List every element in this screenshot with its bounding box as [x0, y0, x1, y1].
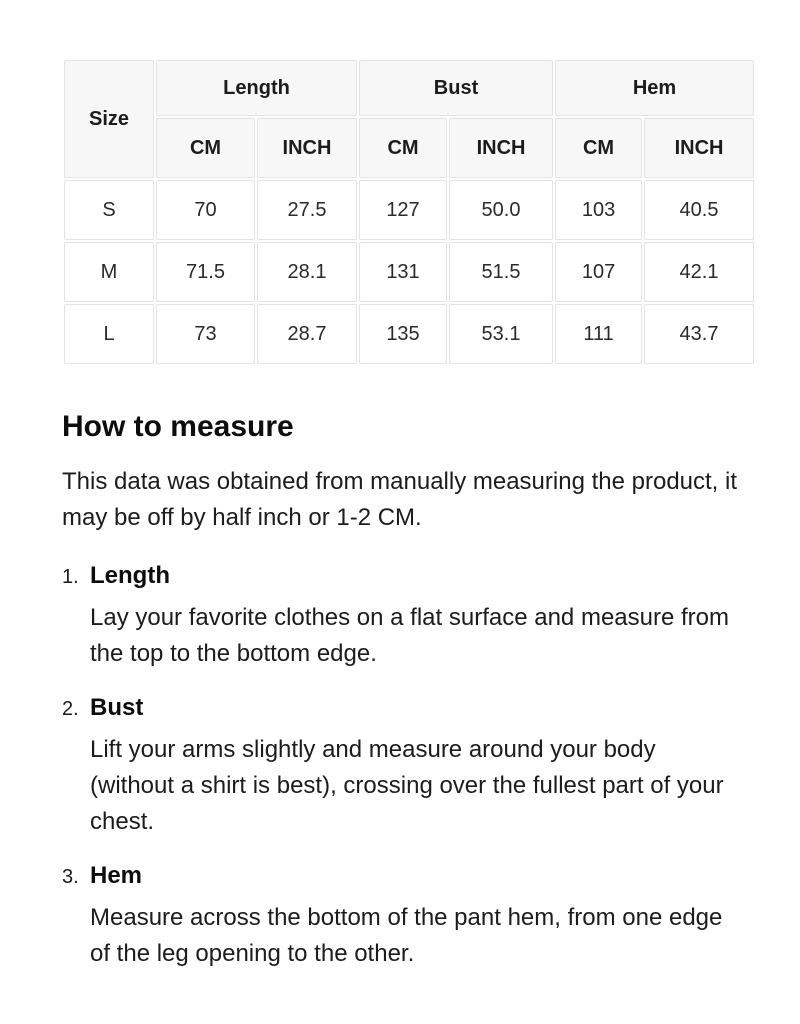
measurement-steps-list: [62, 562, 742, 972]
step-header: [62, 862, 742, 890]
section-title: How to measure: [62, 410, 294, 443]
cell-value: 42.1: [644, 242, 754, 302]
cell-value: 107: [555, 242, 642, 302]
cell-value: 135: [359, 304, 447, 364]
cell-value: 111: [555, 304, 642, 364]
step-term: Hem: [90, 862, 143, 889]
size-chart-header: [64, 60, 754, 178]
step-header: [62, 562, 742, 590]
column-group-hem: Hem: [555, 60, 754, 116]
cell-value: 40.5: [644, 180, 754, 240]
step-term: Bust: [90, 694, 144, 721]
step-description: Measure across the bottom of the pant hem, from one edge of the leg opening to the other.: [90, 904, 723, 967]
step-term: Length: [90, 562, 170, 589]
list-item-bust: [62, 694, 742, 840]
size-label: M: [64, 242, 154, 302]
table-row-size-l: [64, 304, 754, 364]
cell-value: 28.7: [257, 304, 357, 364]
step-description: Lift your arms slightly and measure around your body (without a shirt is best), crossing over the fullest part of your chest.: [90, 736, 724, 835]
column-group-bust: Bust: [359, 60, 553, 116]
table-row-size-m: [64, 242, 754, 302]
cell-value: 43.7: [644, 304, 754, 364]
cell-value: 50.0: [449, 180, 553, 240]
unit-header-length-inch: INCH: [257, 118, 357, 178]
unit-header-hem-inch: INCH: [644, 118, 754, 178]
table-unit-header-row: [64, 118, 754, 178]
table-row-size-s: [64, 180, 754, 240]
cell-value: 73: [156, 304, 255, 364]
step-number: 1.: [62, 566, 79, 588]
table-group-header-row: [64, 60, 754, 116]
cell-value: 71.5: [156, 242, 255, 302]
step-number: 2.: [62, 698, 79, 720]
size-chart-table: [62, 58, 756, 366]
column-header-size: Size: [64, 60, 154, 178]
cell-value: 28.1: [257, 242, 357, 302]
step-number: 3.: [62, 866, 79, 888]
size-label: L: [64, 304, 154, 364]
cell-value: 103: [555, 180, 642, 240]
size-chart-body: [64, 180, 754, 364]
cell-value: 70: [156, 180, 255, 240]
cell-value: 127: [359, 180, 447, 240]
unit-header-bust-inch: INCH: [449, 118, 553, 178]
size-label: S: [64, 180, 154, 240]
measurement-disclaimer: This data was obtained from manually measuring the product, it may be off by half inch or 1-2 CM.: [62, 468, 738, 531]
list-item-length: [62, 562, 742, 672]
cell-value: 53.1: [449, 304, 553, 364]
cell-value: 131: [359, 242, 447, 302]
cell-value: 51.5: [449, 242, 553, 302]
unit-header-bust-cm: CM: [359, 118, 447, 178]
column-group-length: Length: [156, 60, 357, 116]
step-header: [62, 694, 742, 722]
unit-header-hem-cm: CM: [555, 118, 642, 178]
cell-value: 27.5: [257, 180, 357, 240]
unit-header-length-cm: CM: [156, 118, 255, 178]
step-description: Lay your favorite clothes on a flat surface and measure from the top to the bottom edge.: [90, 604, 729, 667]
list-item-hem: [62, 862, 742, 972]
